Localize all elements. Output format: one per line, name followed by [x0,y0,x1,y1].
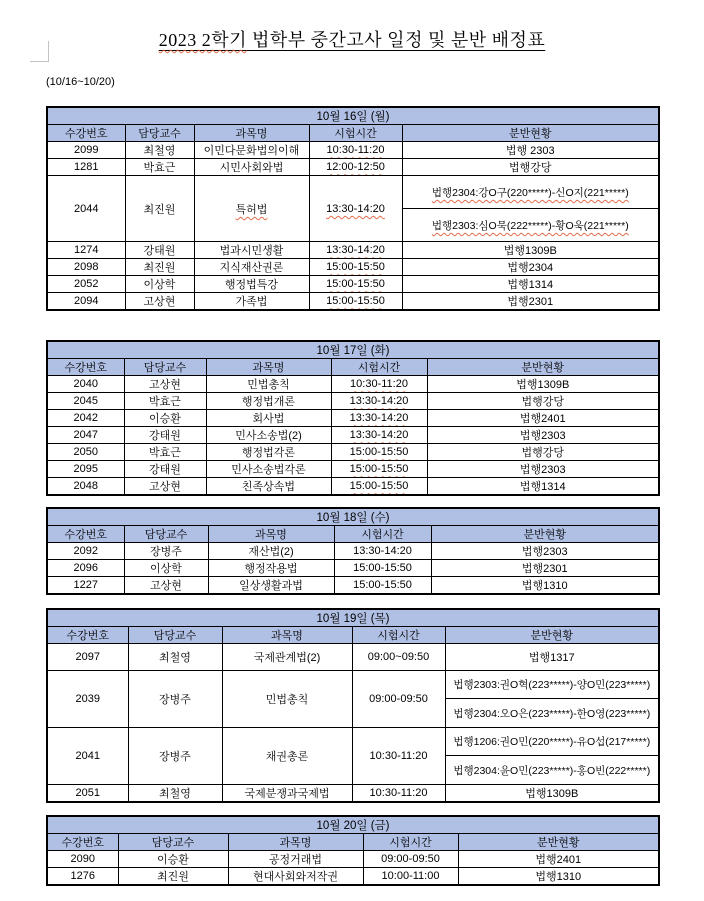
schedule-table-3 [46,608,660,803]
col-header-1: 담당교수 [124,526,208,543]
table-header-row [47,359,659,376]
cell-time: 15:00-15:50 [331,478,427,496]
cell-professor: 박효근 [125,159,194,176]
day-header: 10월 16일 (월) [47,107,659,125]
cell-room: 법행1310 [458,868,659,886]
table-row [47,176,659,209]
cell-time: 15:00-15:50 [309,276,402,293]
cell-subject: 재산법(2) [208,543,334,560]
cell-subject: 법과시민생활 [194,242,309,259]
cell-room: 법행1309B [445,785,659,803]
margin-corner-mark [30,41,49,62]
cell-professor: 최진원 [125,176,194,242]
schedule-table-2 [46,507,660,595]
cell-room: 법행2401 [427,410,659,427]
cell-subject: 채권총론 [222,728,352,785]
day-header: 10월 19일 (목) [47,609,659,627]
cell-time: 15:00-15:50 [331,444,427,461]
cell-course-no: 2044 [47,176,125,242]
col-header-1: 담당교수 [118,834,228,851]
table-row [47,276,659,293]
table-row [47,259,659,276]
cell-professor: 고상현 [124,577,208,595]
cell-course-no: 2099 [47,142,125,159]
cell-professor: 최철영 [125,142,194,159]
cell-subject: 일상생활과법 [208,577,334,595]
cell-room: 법행1317 [445,644,659,671]
cell-course-no: 2092 [47,543,124,560]
cell-time: 10:30-11:20 [331,376,427,393]
cell-room: 법행강당 [427,444,659,461]
col-header-1: 담당교수 [128,627,222,644]
table-row [47,142,659,159]
cell-room: 법행1206:권O민(220*****)-유O섭(217*****) [445,728,659,756]
cell-course-no: 2090 [47,851,118,868]
cell-time: 10:00-11:00 [363,868,458,886]
cell-professor: 강태원 [125,242,194,259]
table-row [47,728,659,756]
schedule-tables [46,106,658,886]
col-header-2: 과목명 [194,125,309,142]
cell-subject: 현대사회와저작권 [228,868,363,886]
cell-professor: 장병주 [128,671,222,728]
cell-time: 13:30-14:20 [309,242,402,259]
col-header-3: 시험시간 [309,125,402,142]
cell-time: 15:00-15:50 [309,259,402,276]
cell-course-no: 2041 [47,728,128,785]
cell-subject: 민법총칙 [222,671,352,728]
col-header-2: 과목명 [222,627,352,644]
col-header-0: 수강번호 [47,359,124,376]
cell-time: 10:30-11:20 [309,142,402,159]
cell-professor: 최진원 [125,259,194,276]
table-day-row [47,508,659,526]
col-header-4: 분반현황 [402,125,659,142]
day-header: 10월 20일 (금) [47,816,659,834]
cell-professor: 장병주 [124,543,208,560]
cell-course-no: 2042 [47,410,124,427]
schedule-table-1 [46,340,660,496]
cell-course-no: 2040 [47,376,124,393]
cell-room: 법행2303:권O혁(223*****)-양O민(223*****) [445,671,659,699]
col-header-1: 담당교수 [124,359,206,376]
cell-subject: 친족상속법 [206,478,331,496]
cell-room: 법행2303 [427,461,659,478]
cell-subject: 행정법특강 [194,276,309,293]
cell-course-no: 2095 [47,461,124,478]
cell-subject: 행정작용법 [208,560,334,577]
col-header-4: 분반현황 [431,526,659,543]
cell-professor: 장병주 [128,728,222,785]
table-row [47,444,659,461]
cell-professor: 고상현 [124,478,206,496]
cell-time: 12:00-12:50 [309,159,402,176]
cell-professor: 고상현 [125,293,194,311]
cell-course-no: 2052 [47,276,125,293]
cell-subject: 회사법 [206,410,331,427]
col-header-2: 과목명 [208,526,334,543]
cell-course-no: 2039 [47,671,128,728]
schedule-table-4 [46,815,660,886]
cell-course-no: 2050 [47,444,124,461]
schedule-table-0 [46,106,660,311]
cell-time: 13:30-14:20 [334,543,431,560]
cell-time: 15:00-15:50 [309,293,402,311]
table-header-row [47,125,659,142]
cell-room: 법행2304:오O은(223*****)-한O영(223*****) [445,699,659,728]
cell-course-no: 1274 [47,242,125,259]
table-row [47,560,659,577]
cell-professor: 최철영 [128,644,222,671]
cell-subject: 지식재산권론 [194,259,309,276]
cell-subject: 행정법개론 [206,393,331,410]
table-header-row [47,526,659,543]
cell-professor: 최진원 [118,868,228,886]
cell-room: 법행1309B [427,376,659,393]
cell-subject: 행정법각론 [206,444,331,461]
document-page [0,28,704,901]
cell-room: 법행강당 [402,159,659,176]
cell-subject: 국제분쟁과국제법 [222,785,352,803]
col-header-1: 담당교수 [125,125,194,142]
col-header-3: 시험시간 [352,627,445,644]
cell-room: 법행2301 [431,560,659,577]
day-header: 10월 18일 (수) [47,508,659,526]
table-row [47,851,659,868]
table-row [47,242,659,259]
cell-time: 10:30-11:20 [352,728,445,785]
cell-time: 10:30-11:20 [352,785,445,803]
cell-professor: 강태원 [124,427,206,444]
cell-room: 법행2304 [402,259,659,276]
cell-room: 법행2303 [427,427,659,444]
cell-room: 법행1310 [431,577,659,595]
col-header-0: 수강번호 [47,627,128,644]
cell-time: 15:00-15:50 [334,577,431,595]
cell-professor: 박효근 [124,393,206,410]
table-row [47,577,659,595]
day-header: 10월 17일 (화) [47,341,659,359]
table-header-row [47,627,659,644]
cell-course-no: 2045 [47,393,124,410]
cell-subject: 민법총칙 [206,376,331,393]
cell-course-no: 2094 [47,293,125,311]
cell-room: 법행 2303 [402,142,659,159]
col-header-3: 시험시간 [331,359,427,376]
page-title [0,28,704,52]
col-header-0: 수강번호 [47,125,125,142]
cell-course-no: 1281 [47,159,125,176]
cell-professor: 이승환 [124,410,206,427]
cell-course-no: 2097 [47,644,128,671]
table-row [47,671,659,699]
cell-subject: 특허법 [194,176,309,242]
cell-time: 13:30-14:20 [331,410,427,427]
cell-room: 법행2301 [402,293,659,311]
col-header-0: 수강번호 [47,834,118,851]
cell-professor: 고상현 [124,376,206,393]
table-row [47,644,659,671]
cell-subject: 공정거래법 [228,851,363,868]
cell-time: 09:00-09:50 [352,671,445,728]
cell-professor: 이상학 [124,560,208,577]
col-header-4: 분반현황 [458,834,659,851]
cell-subject: 민사소송법(2) [206,427,331,444]
cell-room: 법행1314 [427,478,659,496]
cell-time: 15:00-15:50 [331,461,427,478]
table-row [47,478,659,496]
cell-time: 09:00~09:50 [352,644,445,671]
table-row [47,159,659,176]
cell-room: 법행1309B [402,242,659,259]
table-day-row [47,609,659,627]
cell-professor: 최철영 [128,785,222,803]
table-row [47,868,659,886]
cell-room: 법행2304:윤O민(223*****)-홍O빈(222*****) [445,756,659,785]
table-row [47,393,659,410]
cell-course-no: 2051 [47,785,128,803]
cell-subject: 가족법 [194,293,309,311]
cell-professor: 이상학 [125,276,194,293]
cell-time: 15:00-15:50 [334,560,431,577]
cell-subject: 이민다문화법의이해 [194,142,309,159]
table-row [47,376,659,393]
cell-course-no: 2098 [47,259,125,276]
table-day-row [47,816,659,834]
table-day-row [47,341,659,359]
table-header-row [47,834,659,851]
cell-course-no: 2096 [47,560,124,577]
table-row [47,410,659,427]
cell-time: 09:00-09:50 [363,851,458,868]
table-row [47,427,659,444]
col-header-0: 수강번호 [47,526,124,543]
table-row [47,293,659,311]
date-range: (10/16~10/20) [46,76,115,89]
table-row [47,543,659,560]
cell-room: 법행2303:심O묵(222*****)-황O욱(221*****) [402,209,659,242]
table-row [47,785,659,803]
col-header-4: 분반현황 [427,359,659,376]
cell-room: 법행2401 [458,851,659,868]
cell-room: 법행2304:강O구(220*****)-신O지(221*****) [402,176,659,209]
cell-course-no: 1276 [47,868,118,886]
col-header-3: 시험시간 [363,834,458,851]
cell-subject: 시민사회와법 [194,159,309,176]
title-semester: 2023 2학기 [158,30,247,50]
cell-subject: 민사소송법각론 [206,461,331,478]
cell-room: 법행강당 [427,393,659,410]
cell-course-no: 2047 [47,427,124,444]
cell-time: 13:30-14:20 [331,393,427,410]
col-header-3: 시험시간 [334,526,431,543]
cell-professor: 강태원 [124,461,206,478]
col-header-4: 분반현황 [445,627,659,644]
title-rest: 법학부 중간고사 일정 및 분반 배정표 [251,30,546,50]
cell-room: 법행2303 [431,543,659,560]
table-day-row [47,107,659,125]
cell-professor: 박효근 [124,444,206,461]
cell-time: 13:30-14:20 [309,176,402,242]
table-row [47,461,659,478]
cell-course-no: 1227 [47,577,124,595]
cell-professor: 이승환 [118,851,228,868]
cell-course-no: 2048 [47,478,124,496]
cell-room: 법행1314 [402,276,659,293]
col-header-2: 과목명 [206,359,331,376]
cell-subject: 국제관계법(2) [222,644,352,671]
col-header-2: 과목명 [228,834,363,851]
cell-time: 13:30-14:20 [331,427,427,444]
